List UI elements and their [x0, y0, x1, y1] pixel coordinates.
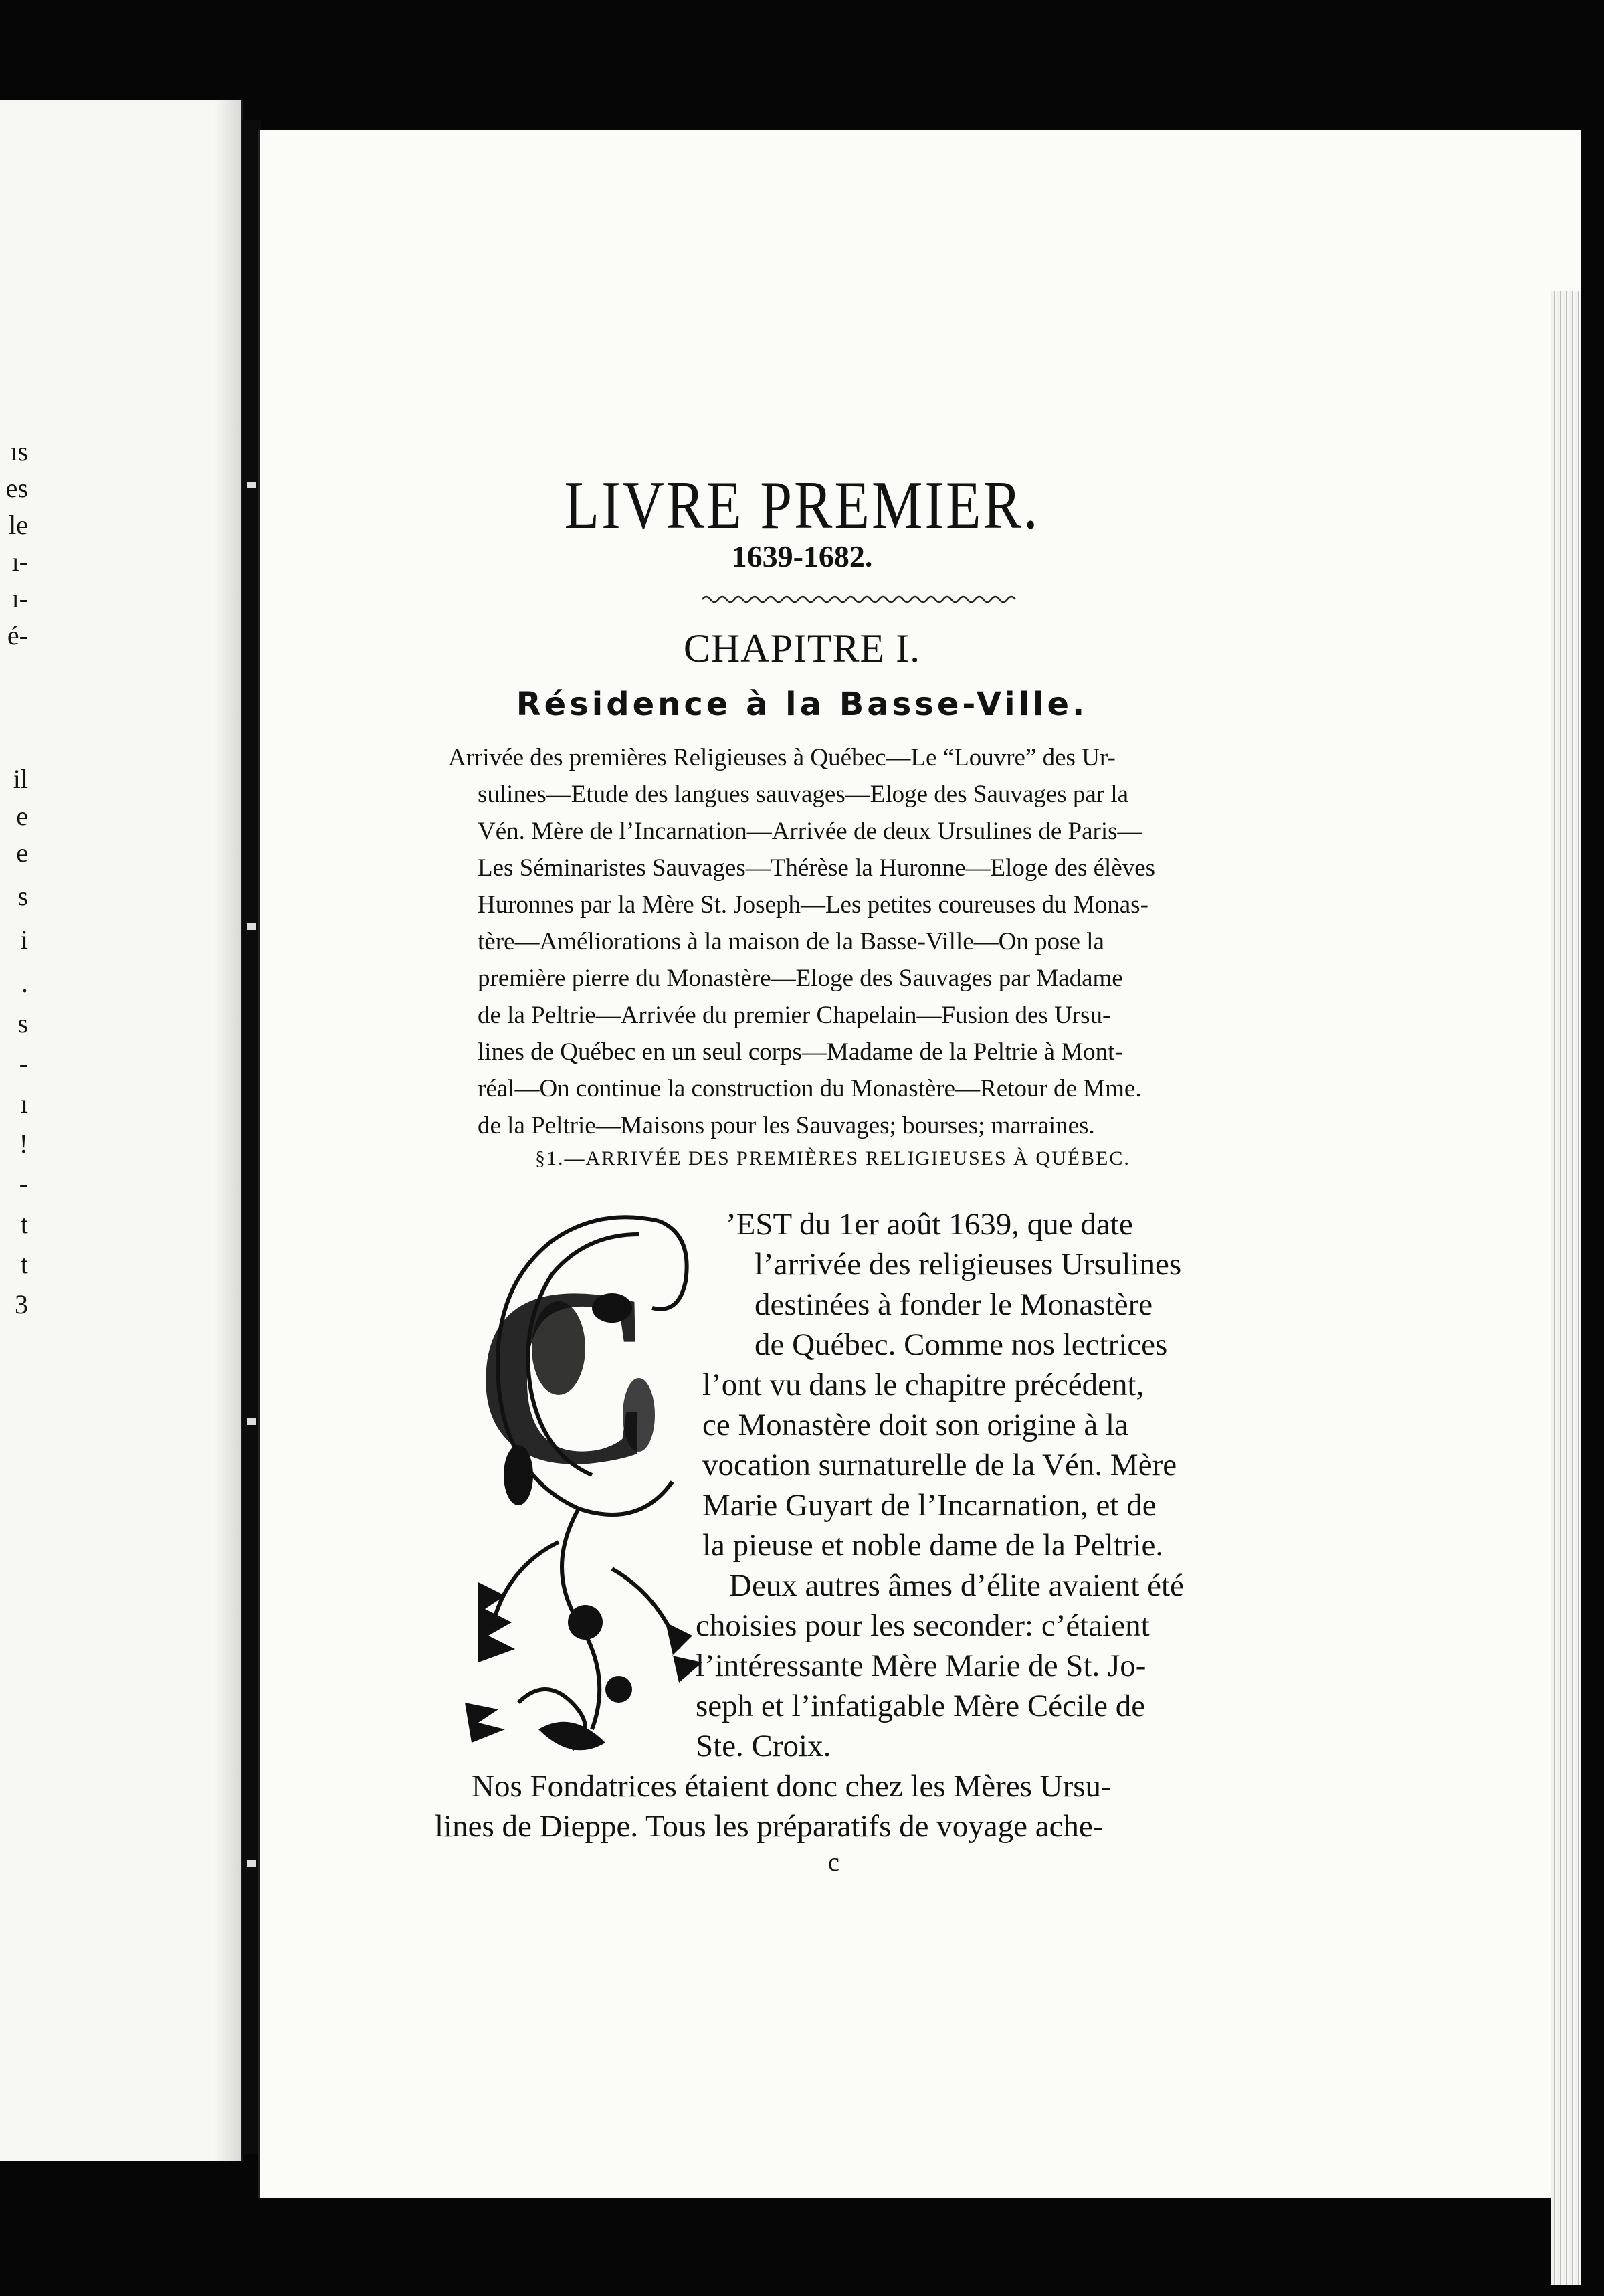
left-page-fragment: t — [20, 1209, 28, 1239]
body-line: ’EST du 1er août 1639, que date — [726, 1207, 1133, 1242]
binding-stitch — [247, 1860, 256, 1867]
summary-line: sulines—Etude des langues sauvages—Eloge des Sauvages par la — [478, 781, 1129, 808]
body-line: Ste. Croix. — [696, 1729, 831, 1763]
chapter-summary — [448, 739, 1258, 1144]
left-page-fragment: t — [20, 1249, 28, 1279]
left-page-fragment: é- — [7, 620, 28, 650]
body-line: ce Monastère doit son origine à la — [702, 1408, 1128, 1442]
body-line: de Québec. Comme nos lectrices — [755, 1327, 1168, 1362]
summary-line: de la Peltrie—Maisons pour les Sauvages; bourses; marraines. — [478, 1112, 1095, 1139]
body-line: l’arrivée des religieuses Ursulines — [755, 1247, 1182, 1282]
left-page-fragment: s — [17, 881, 28, 911]
left-page-fragment: - — [19, 1169, 28, 1199]
left-page-fragment: ı — [20, 1088, 28, 1119]
summary-line: Vén. Mère de l’Incarnation—Arrivée de deux Ursulines de Paris— — [478, 818, 1142, 845]
ornamental-drop-cap — [438, 1194, 732, 1763]
page-edge-stack — [1551, 291, 1581, 2285]
body-line: l’intéressante Mère Marie de St. Jo- — [696, 1648, 1146, 1683]
signature-mark: c — [828, 1848, 839, 1877]
summary-line: première pierre du Monastère—Eloge des Sauvages par Madame — [478, 965, 1123, 992]
binding-stitch — [247, 923, 256, 930]
left-page-fragment: s — [17, 1008, 28, 1038]
wavy-rule-ornament — [702, 594, 1017, 605]
body-line: Marie Guyart de l’Incarnation, et de — [702, 1488, 1157, 1523]
summary-line: lines de Québec en un seul corps—Madame de la Peltrie à Mont- — [478, 1038, 1123, 1066]
summary-line: Les Séminaristes Sauvages—Thérèse la Huronne—Eloge des élèves — [478, 854, 1156, 882]
summary-line: Huronnes par la Mère St. Joseph—Les petites coureuses du Monas- — [478, 891, 1148, 919]
body-line: seph et l’infatigable Mère Cécile de — [696, 1689, 1146, 1723]
left-page-fragment: le — [9, 510, 28, 540]
left-page-fragment: ı- — [11, 547, 28, 577]
body-line: destinées à fonder le Monastère — [755, 1287, 1153, 1322]
left-page-edge — [0, 100, 243, 2161]
left-page-fragment: ıs — [10, 436, 28, 466]
chapter-subtitle: Résidence à la Basse-Ville. — [516, 686, 1088, 723]
left-page-fragment: e — [16, 838, 28, 868]
body-line: Nos Fondatrices étaient donc chez les Mères Ursu- — [472, 1769, 1112, 1804]
summary-line: de la Peltrie—Arrivée du premier Chapelain—Fusion des Ursu- — [478, 1001, 1111, 1029]
section-heading: §1.—ARRIVÉE DES PREMIÈRES RELIGIEUSES À QUÉBEC. — [535, 1147, 1130, 1169]
body-line: vocation surnaturelle de la Vén. Mère — [702, 1448, 1177, 1482]
summary-line: tère—Améliorations à la maison de la Basse-Ville—On pose la — [478, 928, 1104, 955]
drop-cap-letter: C — [473, 1236, 658, 1517]
left-page-fragment: e — [16, 801, 28, 831]
chapter-title: CHAPITRE I. — [683, 626, 921, 670]
left-page-fragment: il — [13, 764, 28, 794]
left-page-fragment: 3 — [15, 1289, 28, 1319]
year-range: 1639-1682. — [731, 539, 873, 573]
left-page-fragment: i — [20, 925, 28, 955]
body-line: lines de Dieppe. Tous les préparatifs de voyage ache- — [435, 1809, 1104, 1844]
summary-line: réal—On continue la construction du Monastère—Retour de Mme. — [478, 1075, 1142, 1103]
book-title: LIVRE PREMIER. — [564, 467, 1040, 543]
summary-line: Arrivée des premières Religieuses à Québec—Le “Louvre” des Ur- — [448, 744, 1116, 771]
body-line: choisies pour les seconder: c’étaient — [696, 1608, 1150, 1643]
left-page-fragment: - — [19, 1048, 28, 1078]
body-line: l’ont vu dans le chapitre précédent, — [702, 1367, 1144, 1402]
left-page-fragment: . — [21, 968, 28, 998]
body-line: la pieuse et noble dame de la Peltrie. — [702, 1528, 1164, 1563]
binding-stitch — [247, 1418, 256, 1425]
body-line: Deux autres âmes d’élite avaient été — [729, 1568, 1184, 1603]
page-gutter-shadow — [214, 100, 241, 2161]
left-page-fragment: es — [5, 473, 28, 503]
left-page-fragment: ! — [19, 1129, 28, 1159]
left-page-fragment: ı- — [11, 583, 28, 613]
